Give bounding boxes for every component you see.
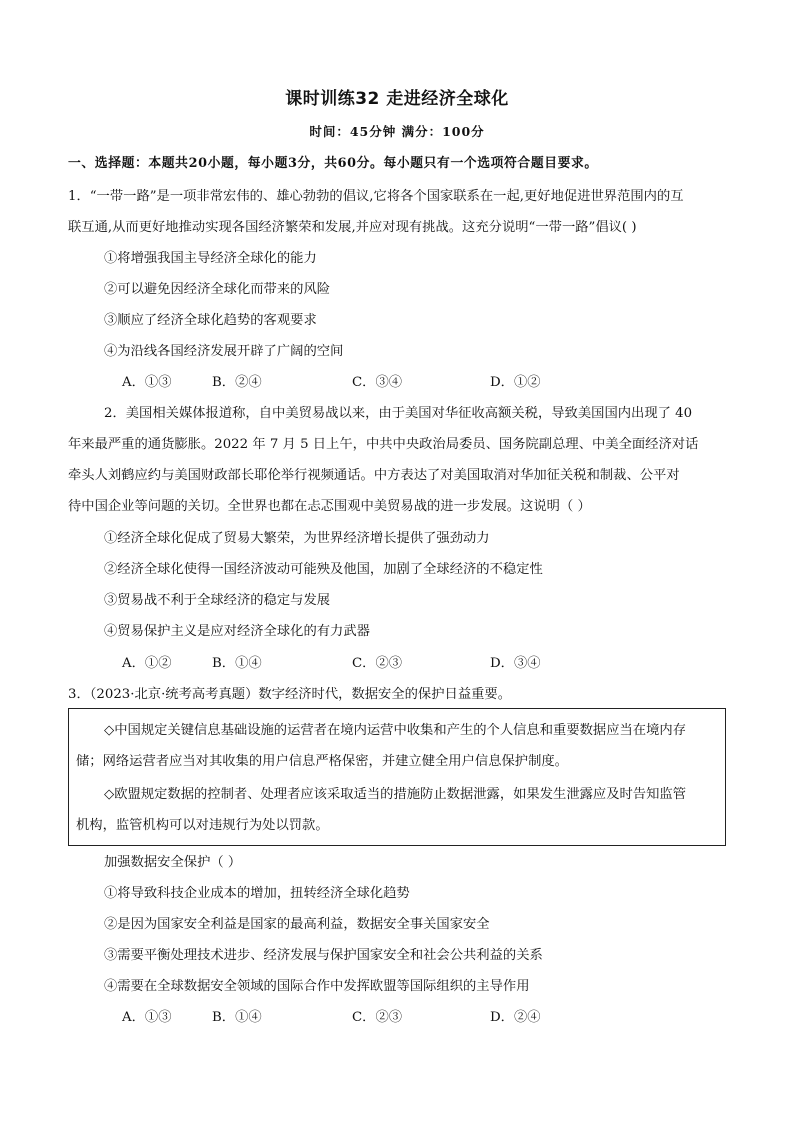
q1-option-d[interactable]: D．①②: [490, 375, 541, 390]
q2-item-4: ④贸易保护主义是应对经济全球化的有力武器: [104, 624, 370, 639]
q2-option-a[interactable]: A．①②: [122, 656, 172, 671]
q1-item-4: ④为沿线各国经济发展开辟了广阔的空间: [104, 344, 344, 359]
section-heading: 一、选择题：本题共20小题，每小题3分，共60分。每小题只有一个选项符合题目要求。: [68, 156, 598, 171]
q2-option-c[interactable]: C．②③: [352, 656, 403, 671]
q3-material-1-line-2: 储；网络运营者应当对其收集的用户信息严格保密，并建立健全用户信息保护制度。: [76, 754, 568, 769]
q2-option-d[interactable]: D．③④: [490, 656, 541, 671]
q3-item-4: ④需要在全球数据安全领域的国际合作中发挥欧盟等国际组织的主导作用: [104, 979, 530, 994]
q3-stem-line-1: 3．（2023·北京·统考高考真题）数字经济时代，数据安全的保护日益重要。: [68, 687, 512, 702]
q3-option-c[interactable]: C．②③: [352, 1010, 403, 1025]
q3-question-stem: 加强数据安全保护（ ）: [104, 855, 242, 870]
q1-stem-line-1: 1．“一带一路”是一项非常宏伟的、雄心勃勃的倡议,它将各个国家联系在一起,更好地促进世界范围内的互: [68, 189, 684, 204]
page-title: 课时训练32 走进经济全球化: [285, 89, 509, 109]
q2-item-1: ①经济全球化促成了贸易大繁荣，为世界经济增长提供了强劲动力: [104, 531, 490, 546]
q1-option-c[interactable]: C．③④: [352, 375, 403, 390]
q2-stem-line-3: 牵头人刘鹤应约与美国财政部长耶伦举行视频通话。中方表达了对美国取消对华加征关税和制裁、公平对: [68, 468, 680, 483]
q2-stem-line-2: 年来最严重的通货膨胀。2022 年 7 月 5 日上午，中共中央政治局委员、国务院副总理、中美全面经济对话: [68, 437, 699, 452]
q2-option-b[interactable]: B．①④: [212, 656, 262, 671]
q3-item-1: ①将导致科技企业成本的增加，扭转经济全球化趋势: [104, 886, 410, 901]
q2-item-2: ②经济全球化使得一国经济波动可能殃及他国，加剧了全球经济的不稳定性: [104, 562, 543, 577]
q2-stem-line-1: 2．美国相关媒体报道称，自中美贸易战以来，由于美国对华征收高额关税，导致美国国内出现了 40: [104, 406, 693, 421]
q3-item-2: ②是因为国家安全利益是国家的最高利益，数据安全事关国家安全: [104, 917, 490, 932]
q3-item-3: ③需要平衡处理技术进步、经济发展与保护国家安全和社会公共利益的关系: [104, 948, 543, 963]
q3-material-2-line-2: 机构，监管机构可以对违规行为处以罚款。: [76, 818, 329, 833]
q3-option-b[interactable]: B．①④: [212, 1010, 262, 1025]
q2-item-3: ③贸易战不利于全球经济的稳定与发展: [104, 593, 331, 608]
q3-option-d[interactable]: D．②④: [490, 1010, 541, 1025]
q1-option-b[interactable]: B．②④: [212, 375, 262, 390]
exam-time-score: 时间：45分钟 满分：100分: [309, 124, 485, 139]
q1-item-2: ②可以避免因经济全球化而带来的风险: [104, 282, 331, 297]
q1-stem-line-2: 联互通,从而更好地推动实现各国经济繁荣和发展,并应对现有挑战。这充分说明“一带一路”倡议( ): [68, 220, 637, 235]
q3-material-2-line-1: ◇欧盟规定数据的控制者、处理者应该采取适当的措施防止数据泄露，如果发生泄露应及时告知监管: [104, 787, 686, 802]
q3-option-a[interactable]: A．①③: [122, 1010, 172, 1025]
q2-stem-line-4: 待中国企业等问题的关切。全世界也都在忐忑围观中美贸易战的进一步发展。这说明（ ）: [68, 499, 591, 514]
q1-item-1: ①将增强我国主导经济全球化的能力: [104, 251, 317, 266]
q1-item-3: ③顺应了经济全球化趋势的客观要求: [104, 313, 317, 328]
q3-material-1-line-1: ◇中国规定关键信息基础设施的运营者在境内运营中收集和产生的个人信息和重要数据应当在境内存: [104, 723, 686, 738]
q1-option-a[interactable]: A．①③: [122, 375, 172, 390]
